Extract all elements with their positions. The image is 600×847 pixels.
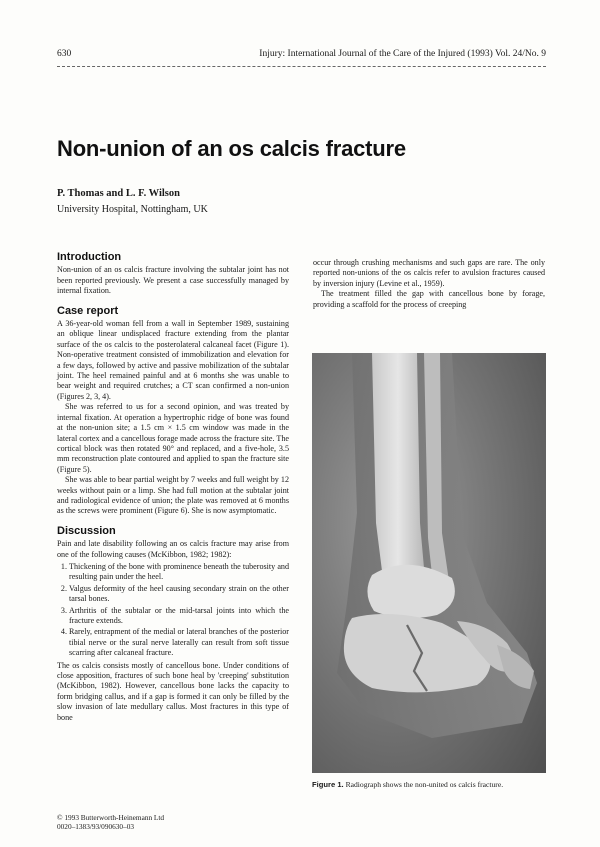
- header-rule: [57, 66, 546, 67]
- list-item: 3. Arthritis of the subtalar or the mid-tarsal joints into which the fracture extends.: [69, 606, 289, 627]
- article-affiliation: University Hospital, Nottingham, UK: [57, 204, 208, 215]
- article-title: Non-union of an os calcis fracture: [57, 136, 406, 161]
- right-column-paragraph: occur through crushing mechanisms and such gaps are rare. The only reported non-unions of the os calcis refer to avulsion fractures caused by inversion injury (Levine et al., 1959).: [313, 258, 545, 288]
- discussion-paragraph: The os calcis consists mostly of cancellous bone. Under conditions of close apposition, fractures of such bone heal by 'creeping' substitution (McKibbon, 1982). However, cancellous bone lacks the capacity to form bridging callus, and if a gap is formed it can only be filled by the slow invasion of late medullary callus. Most fractures in this type of bone: [57, 660, 289, 722]
- case-report-paragraph: She was able to bear partial weight by 7 weeks and full weight by 12 weeks without pain or a limp. She had full motion at the subtalar joint and radiological evidence of union; the plate was removed at 6 months as the screws were prominent (Figure 6). She is now asymptomatic.: [57, 475, 289, 516]
- article-code: 0020–1383/93/090630–03: [57, 822, 135, 831]
- radiograph-image: [312, 353, 546, 773]
- case-report-paragraph: A 36-year-old woman fell from a wall in September 1989, sustaining an oblique linear undisplaced fracture extending from the plantar surface of the os calcis to the posterolateral calcaneal facet (Figure 1). Non-operative treatment consisted of immobilization and elevation for a few days, followed by active and passive mobilization of the subtalar joint. The heel remained painful and at 6 months she was unable to bear weight and required crutches; a CT scan confirmed a non-union (Figures 2, 3, 4).: [57, 319, 289, 401]
- figure-caption-text: Radiograph shows the non-united os calcis fracture.: [345, 780, 504, 789]
- left-column: [57, 252, 289, 723]
- case-report-heading: Case report: [57, 304, 119, 317]
- causes-list: [57, 562, 289, 659]
- right-column: [313, 258, 545, 310]
- list-item: 2. Valgus deformity of the heel causing secondary strain on the other tarsal bones.: [69, 584, 289, 605]
- list-item: 1. Thickening of the bone with prominence beneath the tuberosity and resulting pain under the heel.: [69, 562, 289, 583]
- figure-caption: [312, 780, 503, 789]
- radiograph-figure: [312, 353, 546, 773]
- copyright-footer: [57, 813, 164, 831]
- introduction-heading: Introduction: [57, 251, 122, 263]
- discussion-heading: Discussion: [57, 524, 116, 537]
- case-report-paragraph: She was referred to us for a second opinion, and was treated by internal fixation. At operation a hypertrophic ridge of bone was found at the non-union site; a 1.5 cm × 1.5 cm window was made in the lateral cortex and a cancellous forage made across the fracture site. The cortical block was then rotated 90° and replaced, and a five-hole, 3.5 mm reconstruction plate contoured and applied to span the fracture site (Figure 5).: [57, 402, 289, 474]
- list-item: 4. Rarely, entrapment of the medial or lateral branches of the posterior tibial nerve or the sural nerve laterally can result from soft tissue scarring after calcaneal fracture.: [69, 627, 289, 658]
- introduction-text: Non-union of an os calcis fracture involving the subtalar joint has not been reported previously. We present a case successfully managed by internal fixation.: [57, 265, 289, 296]
- copyright-text: © 1993 Butterworth-Heinemann Ltd: [57, 813, 165, 822]
- page-number: 630: [57, 49, 72, 59]
- figure-label: Figure 1.: [312, 780, 344, 789]
- discussion-intro: Pain and late disability following an os calcis fracture may arise from one of the following causes (McKibbon, 1982; 1982):: [57, 539, 289, 559]
- right-column-paragraph: The treatment filled the gap with cancellous bone by forage, providing a scaffold for the process of creeping: [313, 289, 545, 309]
- article-authors: P. Thomas and L. F. Wilson: [57, 188, 180, 199]
- journal-header: Injury: International Journal of the Care of the Injured (1993) Vol. 24/No. 9: [259, 49, 546, 59]
